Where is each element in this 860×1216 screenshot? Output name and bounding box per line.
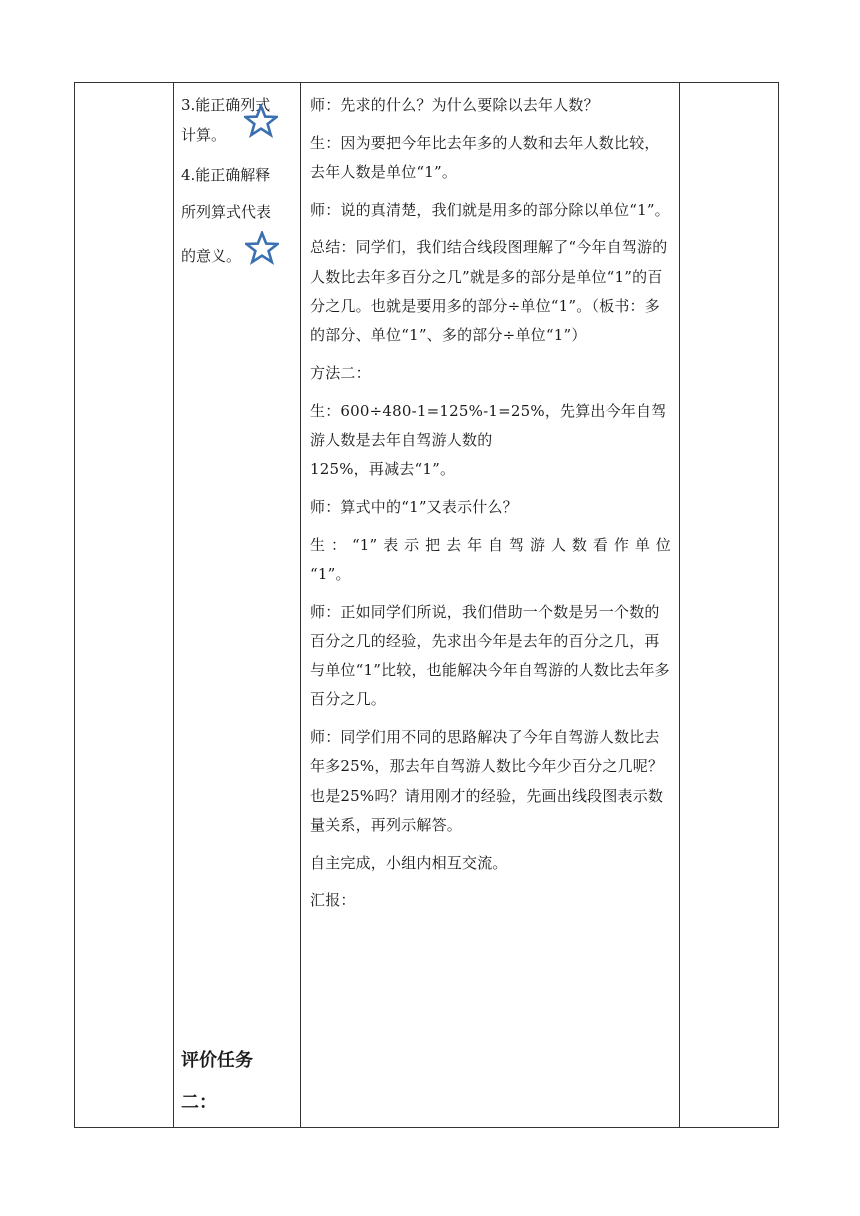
dialogue-paragraph: 师：先求的什么？为什么要除以去年人数？	[310, 96, 599, 114]
dialogue-paragraph: 生：“1”表示把去年自驾游人数看作单位	[310, 535, 671, 554]
dialogue-paragraph: 自主完成，小组内相互交流。	[310, 853, 508, 872]
dialogue-paragraph: 方法二：	[310, 363, 371, 382]
dialogue	[301, 83, 679, 916]
goal4-line3	[181, 235, 297, 279]
dialogue-paragraph: 总结：同学们，我们结合线段图理解了“今年自驾游的人数比去年多百分之几”就是多的部分是单位“1”的百分之几。也就是要用多的部分÷单位“1”。（板书：多的部分、单位“1”、多的部分÷单位“1”）	[310, 238, 668, 345]
dialogue-paragraph: 汇报：	[310, 891, 356, 910]
dialogue-paragraph: 生：600÷480-1=125%-1=25%，先算出今年自驾游人数是去年自驾游人数的	[310, 401, 667, 449]
goal3-line2	[181, 120, 297, 152]
evaluation-title-line2: 二：	[181, 1092, 217, 1113]
goals-cell	[174, 83, 301, 1128]
table-row	[75, 83, 779, 1128]
goal3-line1: 3.能正确列式	[181, 96, 271, 114]
goal3-line2-text: 计算。	[181, 126, 227, 145]
evaluation-task-title	[181, 1040, 253, 1124]
evaluation-title-line1: 评价任务	[181, 1050, 253, 1071]
blank-left-cell	[75, 83, 174, 1128]
dialogue-paragraph: 师：说的真清楚，我们就是用多的部分除以单位“1”。	[310, 200, 670, 219]
blank-right-cell	[680, 83, 779, 1128]
dialogue-paragraph: “1”。	[310, 564, 351, 583]
dialogue-paragraph: 师：同学们用不同的思路解决了今年自驾游人数比去年多25%，那去年自驾游人数比今年少百分之几呢？也是25%吗？请用刚才的经验，先画出线段图表示数量关系，再列示解答。	[310, 728, 664, 835]
goal4-line2: 所列算式代表	[181, 202, 272, 221]
dialogue-paragraph: 师：正如同学们所说，我们借助一个数是另一个数的百分之几的经验，先求出今年是去年的百分之几，再与单位“1”比较，也能解决今年自驾游的人数比去年多百分之几。	[310, 602, 670, 709]
dialogue-paragraph: 师：算式中的“1”又表示什么？	[310, 497, 518, 516]
star-outline-icon	[244, 104, 278, 148]
dialogue-paragraph: 生：因为要把今年比去年多的人数和去年人数比较，去年人数是单位“1”。	[310, 133, 660, 181]
lesson-plan-table	[74, 82, 779, 1128]
goal4-line3-text: 的意义。	[181, 247, 242, 266]
dialogue-paragraph: 125%，再减去“1”。	[310, 460, 456, 479]
goal4-line1: 4.能正确解释	[181, 165, 271, 184]
teaching-process-cell	[301, 83, 680, 1128]
learning-goals	[181, 91, 297, 279]
star-outline-icon	[245, 231, 279, 275]
